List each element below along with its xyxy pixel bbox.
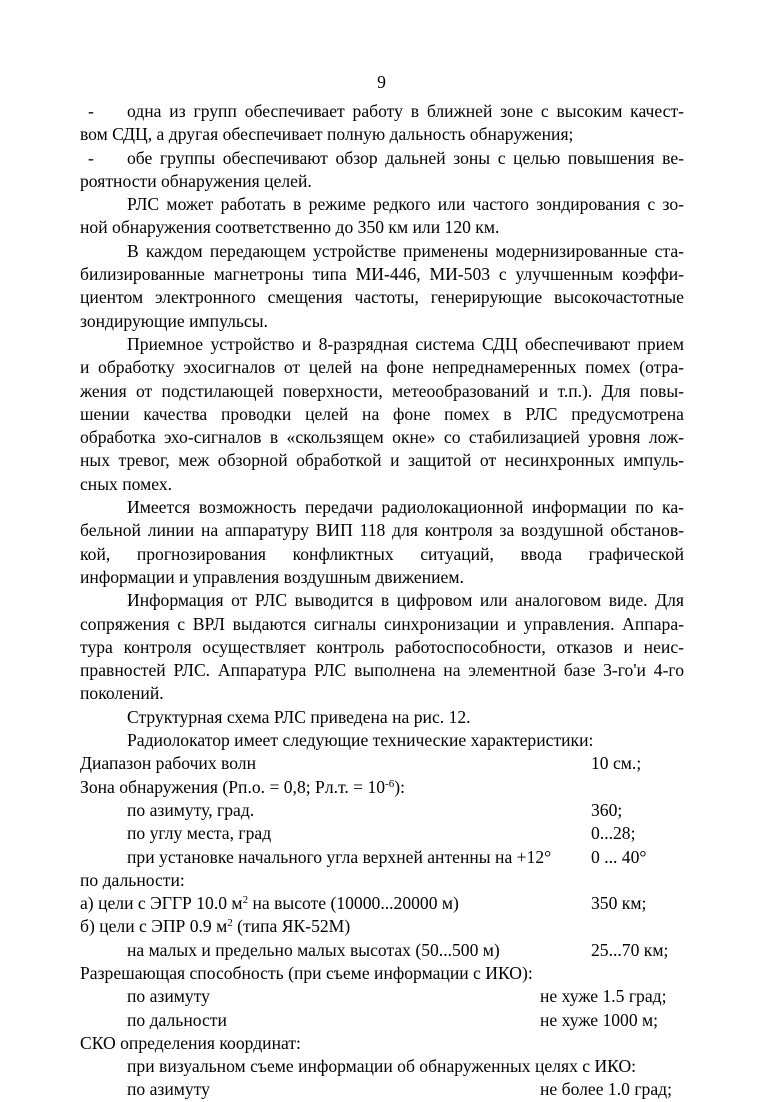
paragraph-line: Радиолокатор имеет следующие технические характеристики: [127,730,594,751]
text-line: вом СДЦ, а другая обеспечивает полную дальность обнаружения; [80,124,574,145]
text-line: сных помех. [80,473,173,494]
text-line: тура контроля осуществляет контроль работоспособности, отказов и неис- [80,636,684,657]
text-line: информации и управления воздушным движением. [80,566,464,587]
spec-row-zone: Зона обнаружения (Рп.о. = 0,8; Рл.т. = $10^{-6}$): [80,776,406,797]
list-item: - одна из групп обеспечивает работу в ближней зоне с высоким качест- [80,100,684,123]
text-line: бельной линии на аппаратуру ВИП 118 для контроля за воздушной обстанов- [80,520,684,541]
text-line: роятности обнаружения целей. [80,170,312,191]
spec-row-target-b: б) цели с ЭПР 0.9 $м^2$ (типа ЯК-52М) [80,916,351,937]
list-marker: - [88,147,94,168]
paragraph-line: Приемное устройство и 8-разрядная система СДЦ обеспечивают прием [127,333,684,354]
spec-row-range: Диапазон рабочих волн 10 см.; [80,753,642,774]
text-line: сопряжения с ВРЛ выдаются сигналы синхронизации и управления. Аппара- [80,613,684,634]
spec-row-distance: по дальности: [80,869,185,890]
spec-row-antenna: при установке начального угла верхней антенны на +12° 0 ... 40° [127,846,647,867]
paragraph-line: Структурная схема РЛС приведена на рис. 12. [127,706,471,727]
text-line: правностей РЛС. Аппаратура РЛС выполнена на элементной базе 3-го'и 4-го [80,660,684,681]
text-line: кой, прогнозирования конфликтных ситуаций, ввода графической [80,543,684,564]
text-line: ной обнаружения соответственно до 350 км или 120 км. [80,217,500,238]
paragraph-line: Информация от РЛС выводится в цифровом или аналоговом виде. Для [127,590,684,611]
spec-row-elevation: по углу места, град 0...28; [127,823,636,844]
spec-row-res-distance: по дальности не хуже 1000 м; [127,1009,659,1030]
spec-row-target-a: а) цели с ЭГГР 10.0 $м^2$ на высоте (10000...20000 м) 350 км; [80,893,647,914]
paragraph-line: В каждом передающем устройстве применены модернизированные ста- [127,240,684,261]
spec-row-sko-azimuth: по азимуту не более 1.0 град; [127,1079,672,1100]
spec-row-visual: при визуальном съеме информации об обнаруженных целях с ИКО: [127,1056,637,1077]
spec-row-sko: СКО определения координат: [80,1032,301,1053]
text-line: жения от подстилающей поверхности, метеообразований и т.п.). Для повы- [80,380,684,401]
page-body [80,100,684,1102]
text-line: ных тревог, меж обзорной обработкой и защитой от несинхронных импуль- [80,450,684,471]
spec-row-resolution: Разрешающая способность (при съеме информации с ИКО): [80,962,533,983]
spec-row-azimuth: по азимуту, град. 360; [127,799,623,820]
paragraph-line: РЛС может работать в режиме редкого или частого зондирования с зо- [127,194,684,215]
spec-row-low-altitude: на малых и предельно малых высотах (50...500 м) 25...70 км; [127,939,669,960]
page-number: 9 [377,72,386,92]
text-line: билизированные магнетроны типа МИ-446, МИ-503 с улучшенным коэффи- [80,264,684,285]
list-marker: - [88,101,94,121]
list-item: - обе группы обеспечивают обзор дальней зоны с целью повышения ве- [80,147,684,170]
text-line: шении качества проводки целей на фоне помех в РЛС предусмотрена [80,403,684,424]
text-line: обработка эхо-сигналов в «скользящем окне» со стабилизацией уровня лож- [80,427,684,448]
text-line: циентом электронного смещения частоты, генерирующие высокочастотные [80,287,684,308]
spec-row-res-azimuth: по азимуту не хуже 1.5 град; [127,986,667,1007]
paragraph-line: Имеется возможность передачи радиолокационной информации по ка- [127,497,684,518]
text-line: и обработку эхосигналов от целей на фоне непреднамеренных помех (отра- [80,357,684,378]
text-line: поколений. [80,683,164,704]
text-line: зондирующие импульсы. [80,310,268,331]
